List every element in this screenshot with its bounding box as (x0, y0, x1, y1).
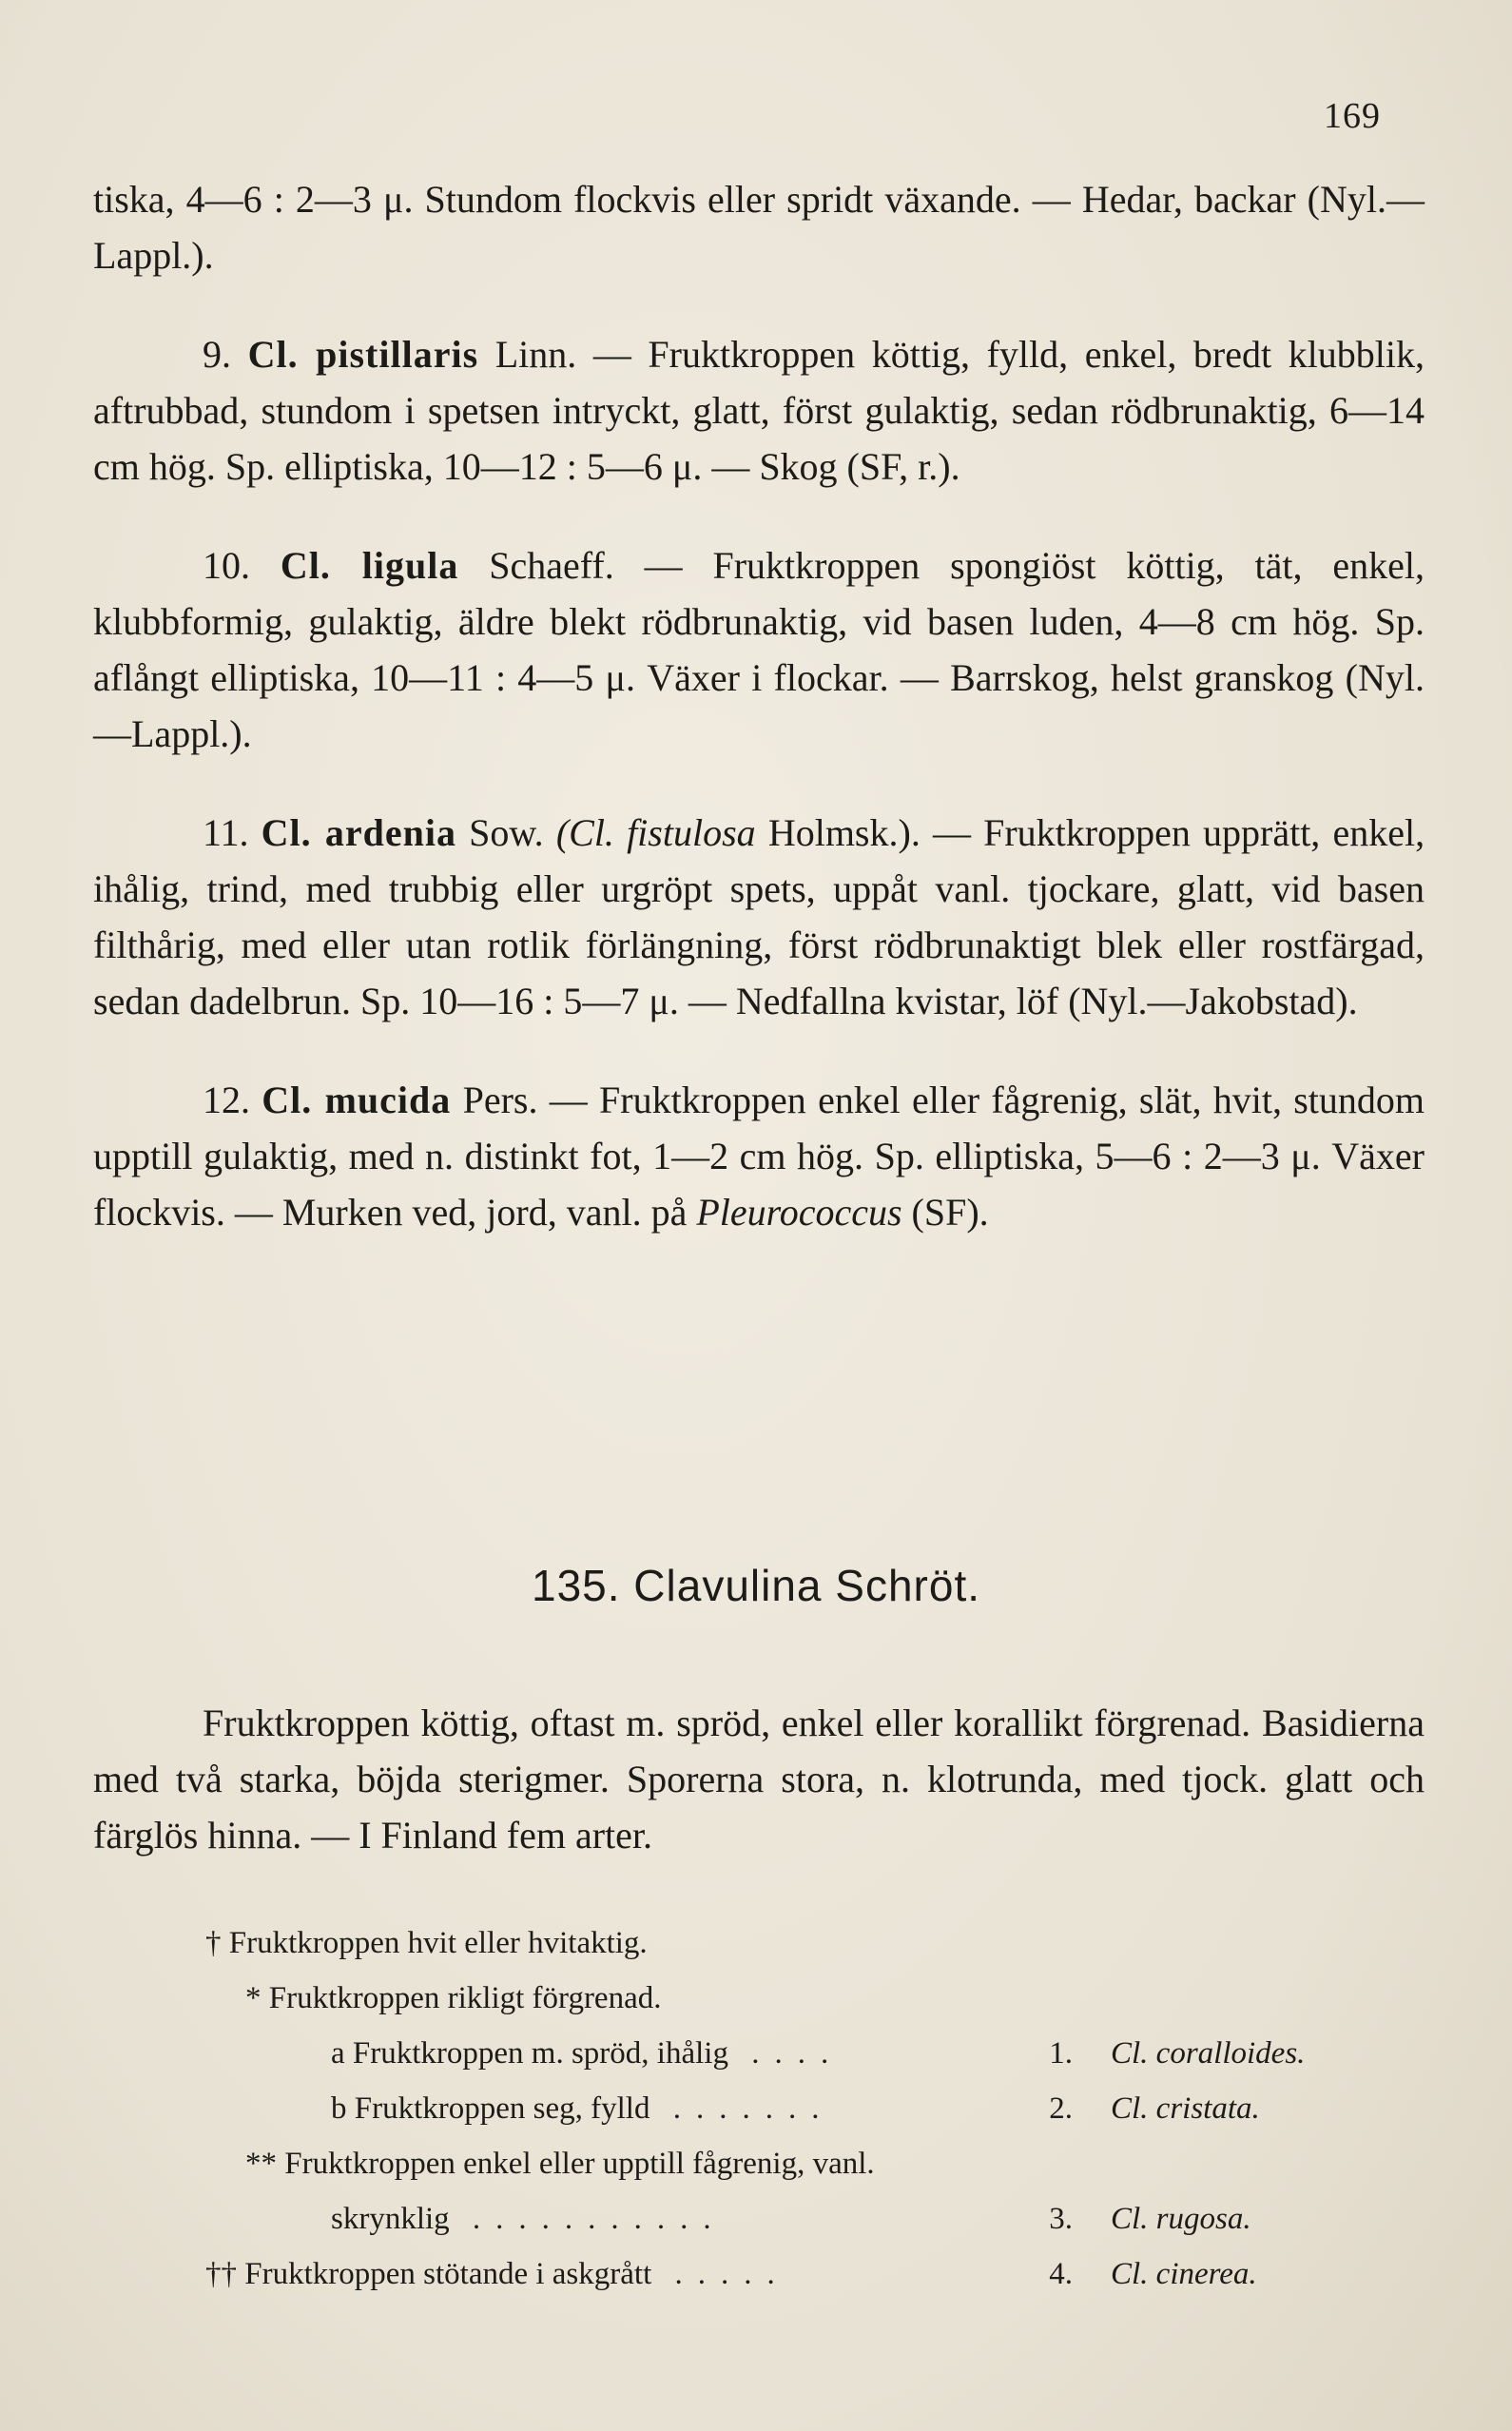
key-description: * Fruktkroppen rikligt förgrenad. (245, 1981, 662, 2015)
leader-dots: ........... (449, 2202, 727, 2236)
leader-dots: .... (727, 2036, 844, 2071)
key-description: a Fruktkroppen m. spröd, ihålig .... (331, 2036, 844, 2071)
habitat-taxon: Pleurococcus (696, 1191, 902, 1234)
key-row (93, 2147, 1425, 2202)
species-entry-11: 11. Cl. ardenia Sow. (Cl. fistulosa Holmsk.). — Fruktkroppen upprätt, enkel, ihålig, trind, med trubbig eller urgröpt spets, uppåt vanl. tjockare, glatt, vid basen filthårig, med eller utan rotlik förlängning, först rödbrunaktigt blek eller rostfärgad, sedan dadelbrun. Sp. 10—16 : 5—7 μ. — Nedfallna kvistar, löf (Nyl.—Jakobstad). (93, 811, 1425, 1022)
key-taxon: Cl. coralloides. (1111, 2036, 1306, 2071)
key-number: 1. (1049, 2036, 1073, 2071)
species-name: Cl. mucida (262, 1079, 452, 1121)
key-row (93, 2257, 1425, 2312)
identification-key (93, 1926, 1425, 2312)
page-number: 169 (1324, 96, 1381, 136)
leader-dots: ..... (651, 2257, 790, 2291)
key-row (93, 2202, 1425, 2257)
key-description: †† Fruktkroppen stötande i askgrått ..... (205, 2257, 790, 2291)
genus-heading: 135. Clavulina Schröt. (531, 1561, 981, 1610)
key-row (93, 2036, 1425, 2091)
synonym: (Cl. fistulosa (555, 811, 756, 854)
species-entry-10: 10. Cl. ligula Schaeff. — Fruktkroppen spongiöst köttig, tät, enkel, klubbformig, gulaktig, äldre blekt rödbrunaktig, vid basen luden, 4—8 cm hög. Sp. aflångt elliptiska, 10—11 : 4—5 μ. Växer i flockar. — Barrskog, helst granskog (Nyl.—Lappl.). (93, 544, 1425, 755)
species-entry-12: 12. Cl. mucida Pers. — Fruktkroppen enkel eller fågrenig, slät, hvit, stundom upptill gulaktig, med n. distinkt fot, 1—2 cm hög. Sp. elliptiska, 5—6 : 2—3 μ. Växer flockvis. — Murken ved, jord, vanl. på Pleurococcus (SF). (93, 1079, 1425, 1234)
species-name: Cl. pistillaris (247, 333, 479, 376)
key-description: † Fruktkroppen hvit eller hvitaktig. (205, 1926, 648, 1960)
species-entry-9: 9. Cl. pistillaris Linn. — Fruktkroppen köttig, fylld, enkel, bredt klubblik, aftrubbad, stundom i spetsen intryckt, glatt, först gulaktig, sedan rödbrunaktig, 6—14 cm hög. Sp. elliptiska, 10—12 : 5—6 μ. — Skog (SF, r.). (93, 333, 1425, 488)
key-description: b Fruktkroppen seg, fylld ....... (331, 2091, 835, 2126)
species-entries (93, 171, 1425, 1240)
species-name: Cl. ardenia (261, 811, 456, 854)
key-taxon: Cl. cristata. (1111, 2091, 1260, 2126)
genus-description: Fruktkroppen köttig, oftast m. spröd, enkel eller korallikt förgrenad. Basidierna med två starka, böjda sterigmer. Sporerna stora, n. klotrunda, med tjock. glatt och färglös hinna. — I Finland fem arter. (93, 1702, 1425, 1857)
entry-continuation: tiska, 4—6 : 2—3 μ. Stundom flockvis eller spridt växande. — Hedar, backar (Nyl.—Lappl.). (93, 178, 1425, 277)
key-description: ** Fruktkroppen enkel eller upptill fågrenig, vanl. (245, 2147, 875, 2181)
species-name: Cl. ligula (280, 544, 459, 587)
key-row (93, 2091, 1425, 2147)
key-description: skrynklig ........... (331, 2202, 727, 2236)
key-number: 2. (1049, 2091, 1073, 2126)
key-taxon: Cl. cinerea. (1111, 2257, 1257, 2291)
key-row (93, 1981, 1425, 2036)
key-number: 3. (1049, 2202, 1073, 2236)
key-row (93, 1926, 1425, 1981)
key-taxon: Cl. rugosa. (1111, 2202, 1251, 2236)
leader-dots: ....... (649, 2091, 835, 2126)
key-number: 4. (1049, 2257, 1073, 2291)
